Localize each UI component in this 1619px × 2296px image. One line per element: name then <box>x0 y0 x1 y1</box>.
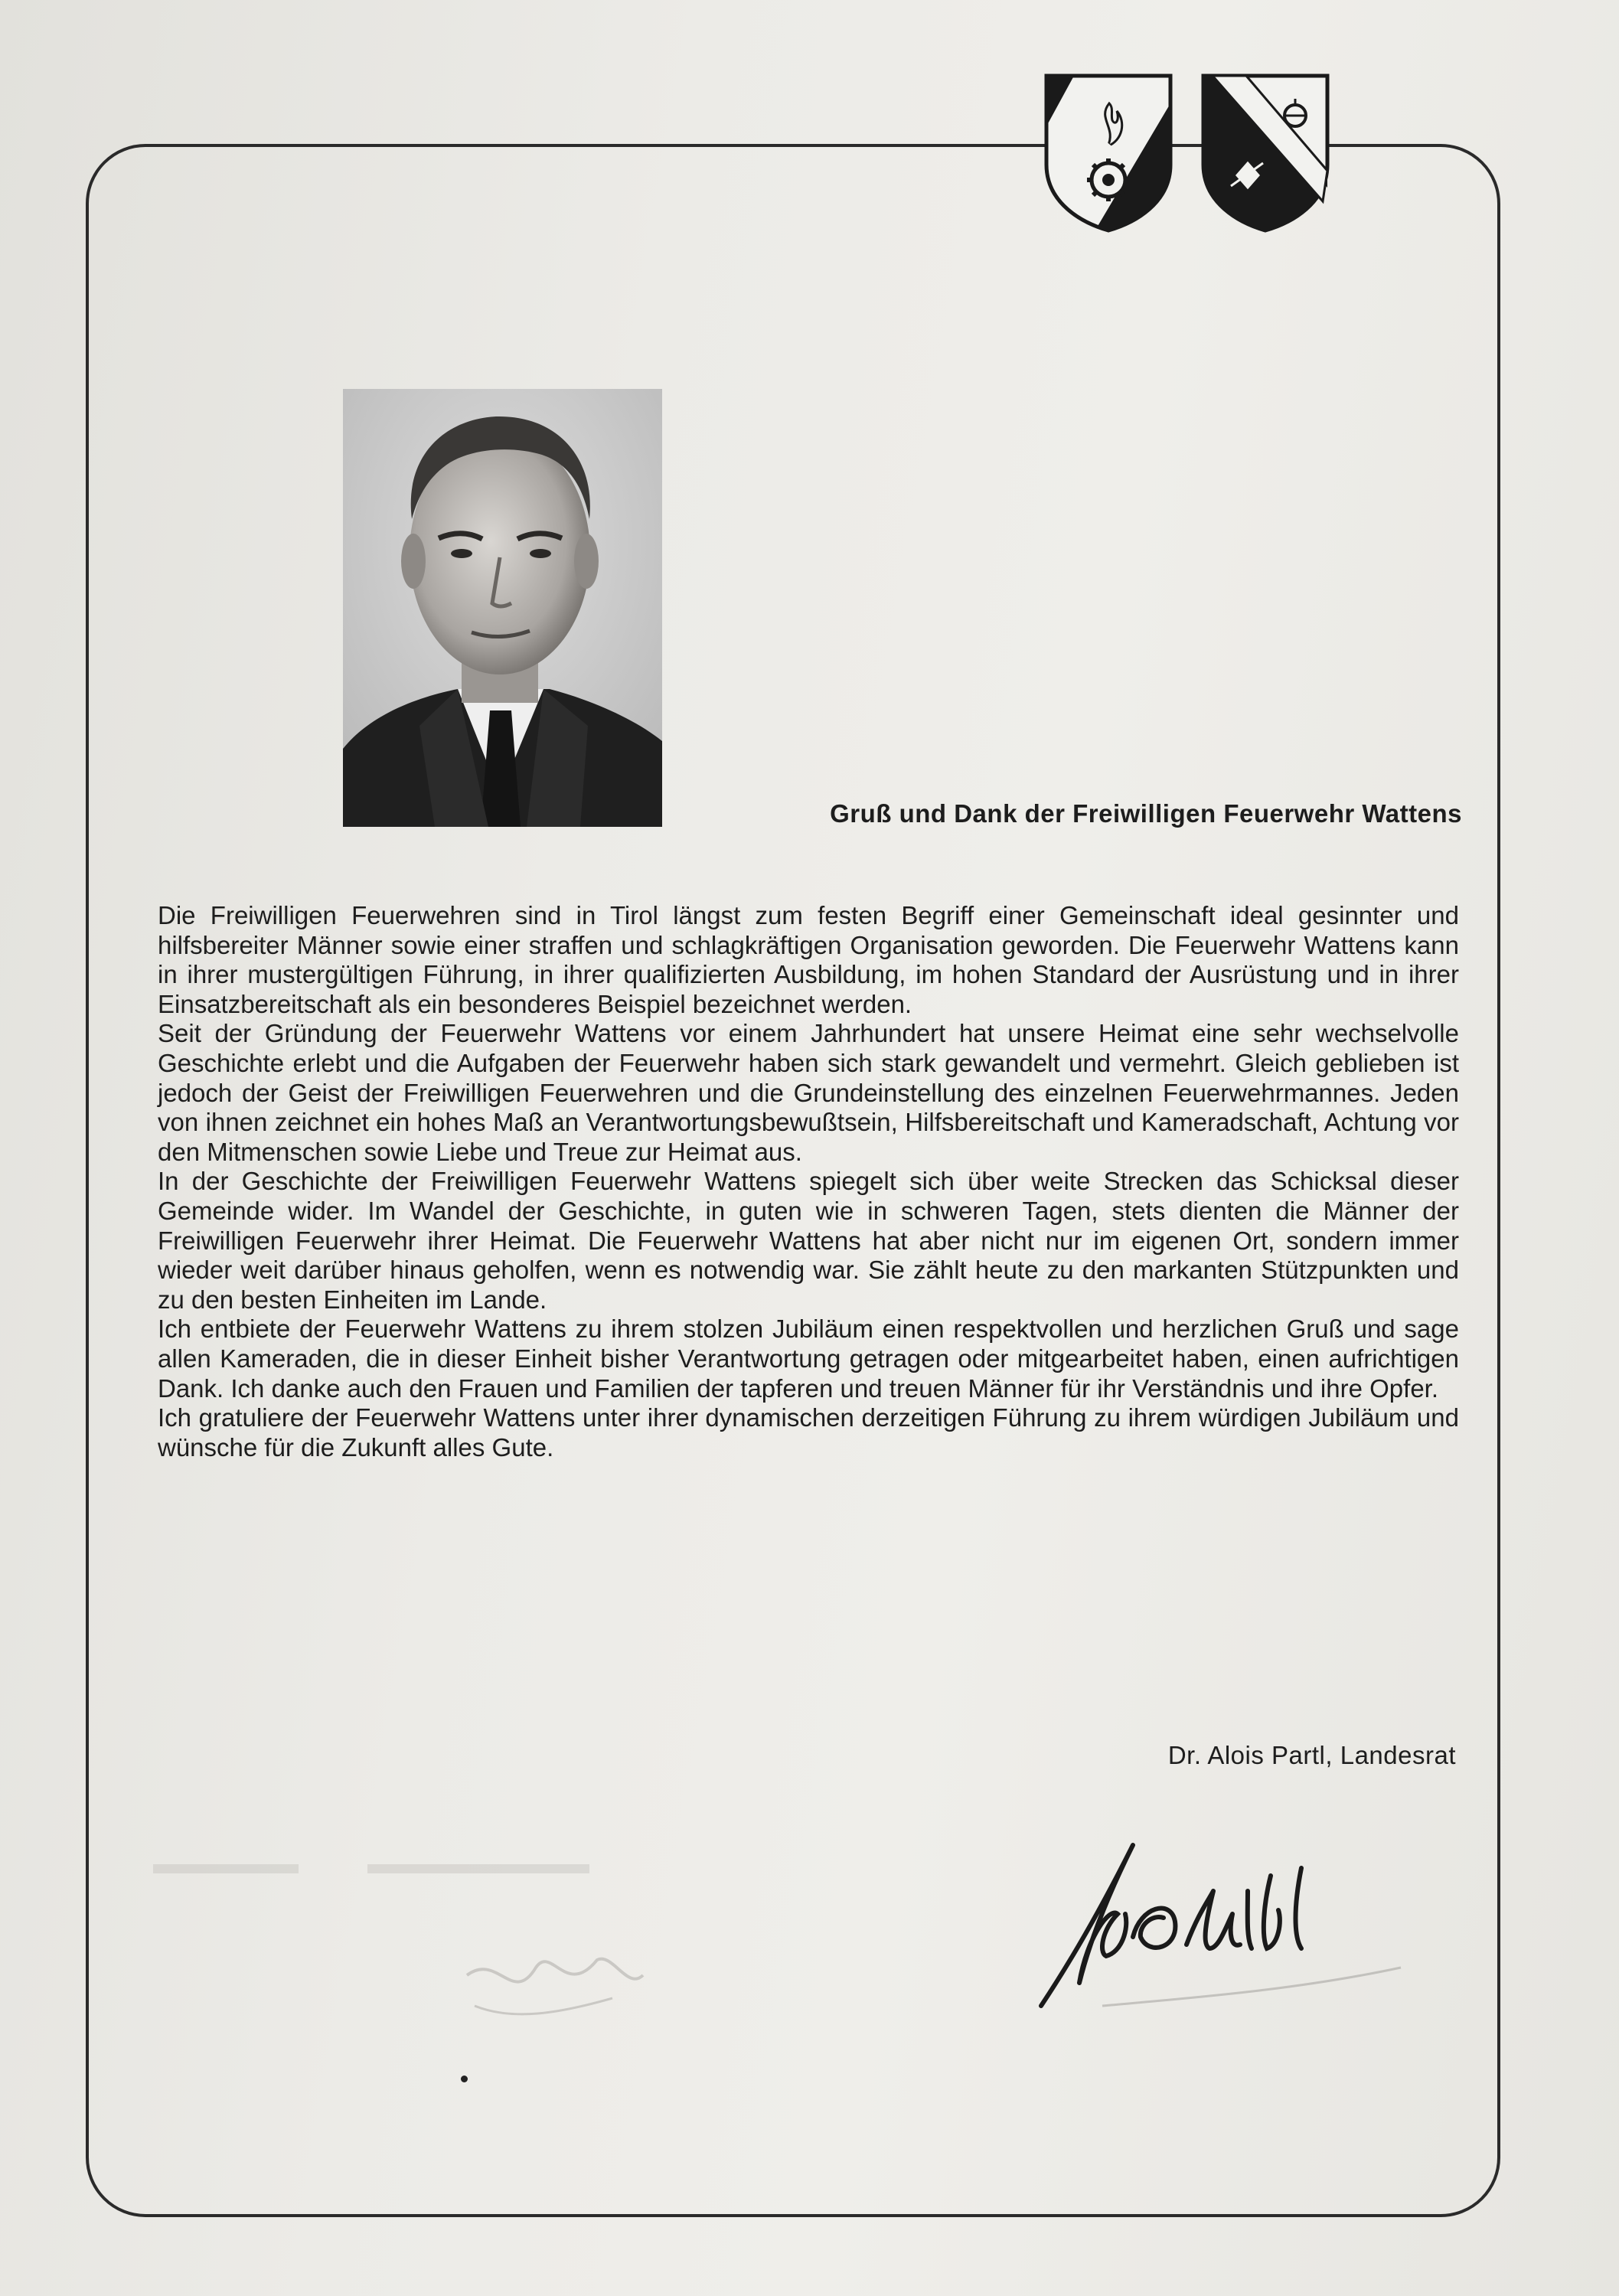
paragraph-1: Die Freiwilligen Feuerwehren sind in Tirol längst zum festen Begriff einer Gemeinschaft ideal gesinnter und hilfsbereiter Männer sowie einer straffen und schlagkräftigen Organisation geworden. Die Feuerwehr Wattens kann in ihrer mustergültigen Führung, in ihrer qualifizierten Ausbildung, im hohen Standard der Ausrüstung und in ihrer Einsatzbereitschaft als ein besonderes Beispiel bezeichnet werden. <box>158 901 1459 1018</box>
paragraph-3: In der Geschichte der Freiwilligen Feuerwehr Wattens spiegelt sich über weite Strecken das Schicksal dieser Gemeinde wider. Im Wandel der Geschichte, in guten wie in schweren Tagen, stets dienten die Männer der Freiwilligen Feuerwehr ihrer Heimat. Die Feuerwehr Wattens hat aber nicht nur im eigenen Ort, sondern immer wieder weit darüber hinaus geholfen, wenn es notwendig war. Sie zählt heute zu den markanten Stützpunkten und zu den besten Einheiten im Lande. <box>158 1167 1459 1314</box>
paragraph-4: Ich entbiete der Feuerwehr Wattens zu ihrem stolzen Jubiläum einen respektvollen und herzlichen Gruß und sage allen Kameraden, die in dieser Einheit bisher Verantwortung getragen oder mitgearbeitet haben, einen aufrichtigen Dank. Ich danke auch den Frauen und Familien der tapferen und treuen Männer für ihr Verständnis und ihre Opfer. <box>158 1315 1459 1403</box>
paragraph-5: Ich gratuliere der Feuerwehr Wattens unter ihrer dynamischen derzeitigen Führung zu ihrem würdigen Jubiläum und wünsche für die Zukunft alles Gute. <box>158 1403 1459 1462</box>
municipal-crest-icon <box>1200 73 1330 234</box>
fire-brigade-crest-icon <box>1043 73 1173 234</box>
show-through-marks <box>153 1822 689 2090</box>
paragraph-2: Seit der Gründung der Feuerwehr Wattens vor einem Jahrhundert hat unsere Heimat eine sehr wechselvolle Geschichte erlebt und die Aufgaben der Feuerwehr haben sich stark gewandelt und vermehrt. Gleich geblieben ist jedoch der Geist der Freiwilligen Feuerwehren und die Grundeinstellung des einzelnen Feuerwehrmannes. Jeden von ihnen zeichnet ein hohes Maß an Verantwortungsbewußtsein, Hilfsbereitschaft und Kameradschaft, Achtung vor den Mitmenschen sowie Liebe und Treue zur Heimat aus. <box>158 1019 1459 1166</box>
ink-dot <box>461 2076 468 2082</box>
portrait-photo <box>343 389 662 827</box>
page-heading: Gruß und Dank der Freiwilligen Feuerwehr Wattens <box>830 799 1462 828</box>
signature <box>1018 1822 1431 2021</box>
letter-body <box>158 901 1459 1462</box>
signer-name: Dr. Alois Partl, Landesrat <box>1167 1741 1456 1769</box>
